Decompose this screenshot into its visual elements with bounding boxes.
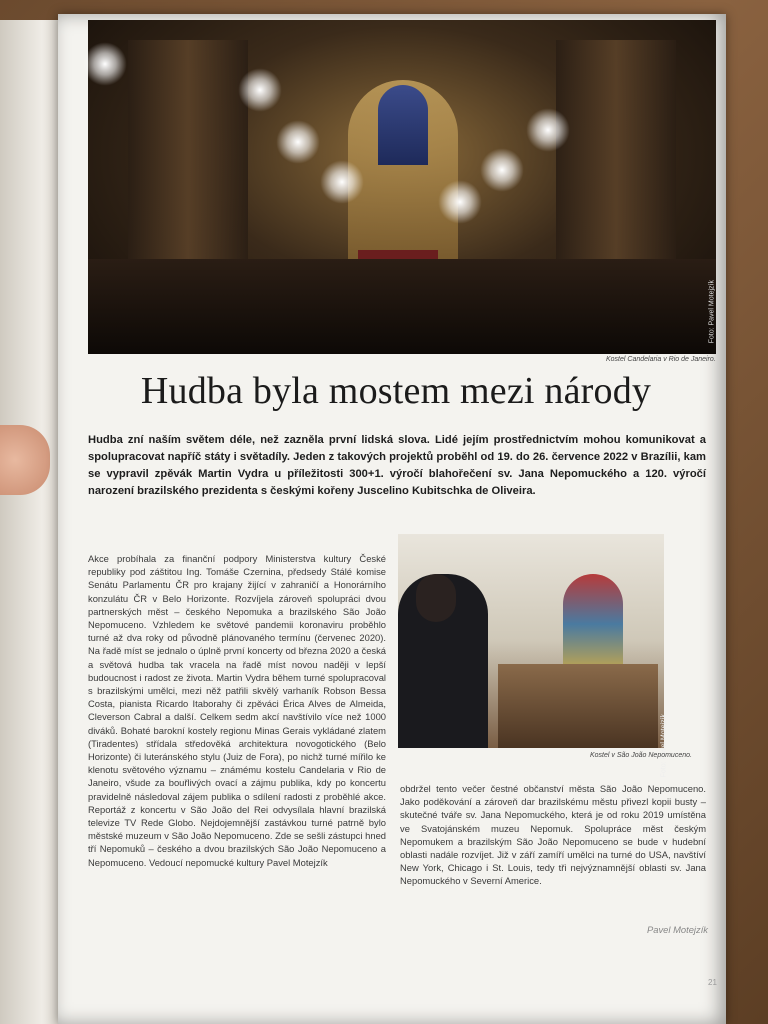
author: Pavel Motejzík xyxy=(647,924,708,935)
article-title: Hudba byla mostem mezi národy xyxy=(140,370,652,412)
chandelier-icon xyxy=(276,120,320,164)
article-lead: Hudba zní naším světem déle, než zazněla první lidská slova. Lidé jejím prostřednictvím mohou komunikovat a spolupracovat napříč státy i světadíly. Jeden z takových projektů proběhl od 19. do 26. července 2022 v Brazílii, kam se vypravil zpěvák Martin Vydra u příležitosti 300+1. výročí blahořečení sv. Jana Nepomuckého a 120. výročí narození brazilského prezidenta s českými kořeny Juscelino Kubitschka de Oliveira. xyxy=(88,434,706,497)
photo-caption: Kostel v São João Nepomuceno. xyxy=(590,752,692,759)
article-column-1: Akce probíhala za finanční podpory Ministerstva kultury České republiky pod záštitou Ing. Tomáše Czernina, předsedy Stálé komise Senátu Parlamentu ČR pro krajany žijící v zahraničí a Honorárního konzulátu ČR v Belo Horizonte. Rozvíjela zároveň spolupráci dvou partnerských měst – českého Nepomuka a brazilského São João Nepomuceno. Vzhledem ke světové pandemii koronaviru proběhlo turné až dva roky od původně plánovaného termínu (červenec 2020). Na řadě míst se jednalo o úplně první koncerty od března 2020 a česká a světová hudba tak vracela na řadě míst novou naději v lepší budoucnost i radost ze života. Martin Vydra během turné spolupracoval s brazilskými umělci, mezi něž patřili skvělý varhaník Robson Bessa Costa, pianista Ricardo Itaborahy či zpěváci Érica Alves de Almeida, Cleverson Cabral a další. Celkem sedm akcí navštívilo více než 1000 diváků. Bohaté barokní kostely regionu Minas Gerais vykládané zlatem (Tiradentes) střídala středověká architektura novogotického (Belo Horizonte) či luteránského stylu (Juiz de Fora), po nichž turné mířilo ke klenotu světového významu – známému kostelu Candelaria v Rio de Janeiro, všude za bouřlivých ovací a zájmu publika, kdy po koncertu pravidelně následoval zájem publika o sdílení radosti z proběhlé akce. Reportáž z koncertu v São João del Rei odvysílala hlavní brazilská televize TV Rede Globo. Nejdojemnější zastávkou turné patrně bylo městské muzeum v São João Nepomuceno. Zde se sešli zástupci hned tří Nepomuků – českého a dvou brazilských São João Nepomuceno a Nepomuceno. Vedoucí nepomucké kultury Pavel Motejzík xyxy=(88,553,386,868)
photo-credit: Foto: Pavel Motejzík xyxy=(660,714,667,778)
pillar-right xyxy=(556,40,676,270)
pews xyxy=(498,664,658,748)
person-head xyxy=(416,574,456,622)
chandelier-icon xyxy=(238,68,282,112)
altar-arch xyxy=(563,574,623,674)
chandelier-icon xyxy=(320,160,364,204)
pillar-left xyxy=(128,40,248,270)
photo-credit: Foto: Pavel Motejzík xyxy=(708,280,715,344)
audience xyxy=(88,259,716,354)
photo-caption: Kostel Candelaria v Rio de Janeiro. xyxy=(606,356,716,363)
thumb xyxy=(0,425,50,495)
chandelier-icon xyxy=(83,42,127,86)
chandelier-icon xyxy=(526,108,570,152)
magazine-page xyxy=(58,14,726,1024)
stained-window xyxy=(378,85,428,165)
chandelier-icon xyxy=(480,148,524,192)
page-number: 21 xyxy=(708,978,717,987)
article-column-2: obdržel tento večer čestné občanství města São João Nepomuceno. Jako poděkování a zároveň dar brazilskému městu přivezl kopii busty – skutečné tváře sv. Jana Nepomuckého, která je od roku 2019 umístěna ve Svatojánském muzeu Nepomuk. Spolupráce měst českým Nepomukem a brazilským São João Nepomuceno se bude v hudební oblasti nadále rozvíjet. Již v září zamíří umělci na turné do USA, navštíví New York, Chicago i St. Louis, tedy tři nejvýznamnější oblasti sv. Jana Nepomuckého v Severní Americe. xyxy=(400,783,706,887)
chandelier-icon xyxy=(438,180,482,224)
church-photo-top xyxy=(88,20,716,354)
left-page-edge xyxy=(0,20,60,1024)
